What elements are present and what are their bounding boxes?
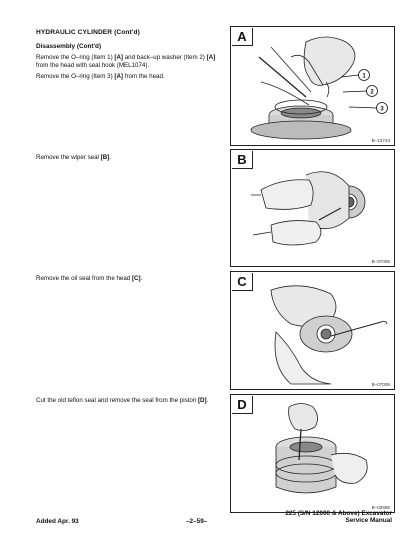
figure-a-letter: A xyxy=(232,28,253,46)
figure-c-illustration xyxy=(231,272,394,389)
figure-b xyxy=(230,149,395,267)
figure-b-illustration xyxy=(231,150,394,266)
section-subtitle: Disassembly (Cont'd) xyxy=(36,43,102,50)
step-c-text: Remove the oil seal from the head [C]. xyxy=(36,275,143,282)
figure-d xyxy=(230,394,395,513)
figure-d-illustration xyxy=(231,395,394,512)
callout-2: 2 xyxy=(370,89,374,96)
step-b-text: Remove the wiper seal [B]. xyxy=(36,154,111,161)
footer-manual-title xyxy=(285,510,392,524)
figure-c xyxy=(230,271,395,390)
figure-a-illustration xyxy=(231,27,394,145)
callout-3: 3 xyxy=(380,106,384,113)
figure-d-letter: D xyxy=(232,396,253,414)
figure-d-code: B–03689 xyxy=(371,505,390,510)
figure-a xyxy=(230,26,395,146)
figure-a-code: B–13743 xyxy=(371,138,390,143)
footer-date: Added Apr. 93 xyxy=(36,518,79,525)
step-a-text-1: Remove the O–ring (Item 1) [A] and back–up washer (Item 2) [A] from the head with seal hook (MEL1074). xyxy=(36,54,216,69)
figure-c-code: B–07006 xyxy=(371,382,390,387)
footer-page-number: –2–59– xyxy=(186,518,208,525)
figure-c-letter: C xyxy=(232,273,253,291)
step-d-text: Cut the old teflon seal and remove the seal from the piston [D]. xyxy=(36,397,209,404)
callout-1: 1 xyxy=(362,73,366,80)
figure-b-letter: B xyxy=(232,151,253,169)
step-a-text-2: Remove the O–ring (Item 3) [A] from the head. xyxy=(36,73,165,80)
figure-b-code: B–07005 xyxy=(371,259,390,264)
footer-model: 225 (S/N 12000 & Above) Excavator xyxy=(285,510,392,517)
footer-manual: Service Manual xyxy=(345,517,392,524)
section-title: HYDRAULIC CYLINDER (Cont'd) xyxy=(36,29,140,36)
